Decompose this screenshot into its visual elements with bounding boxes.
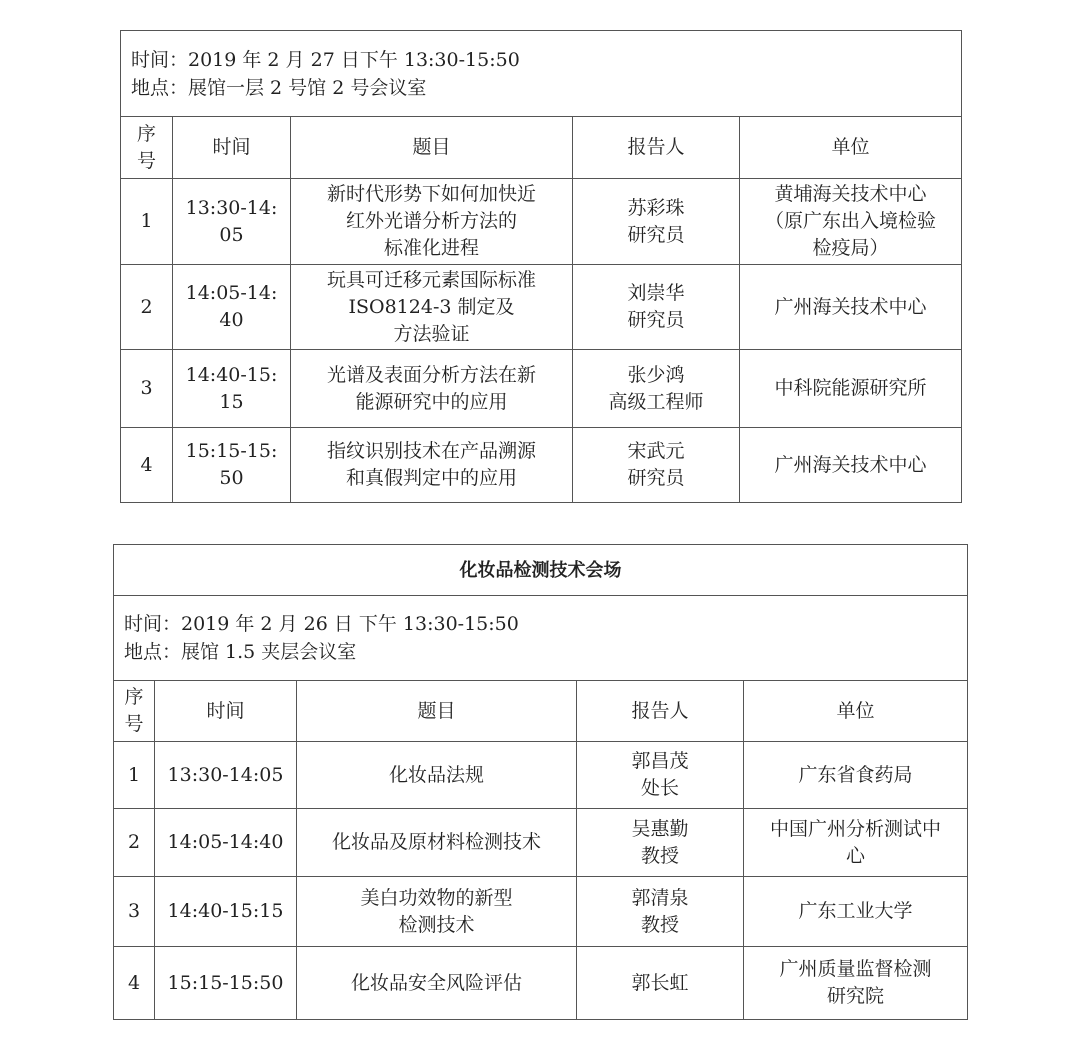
session-info (121, 31, 962, 117)
cell-no: 1 (114, 742, 155, 809)
cell-speaker: 刘崇华 研究员 (573, 265, 740, 350)
cell-no: 1 (121, 179, 173, 265)
header-time: 时间 (155, 681, 297, 742)
cell-time: 13:30-14: 05 (173, 179, 291, 265)
session-time: 时间：2019 年 2 月 27 日下午 13:30-15:50 (131, 48, 520, 71)
cell-topic: 化妆品及原材料检测技术 (297, 809, 577, 877)
header-topic: 题目 (291, 117, 573, 179)
table-row (114, 947, 968, 1020)
cell-topic: 光谱及表面分析方法在新 能源研究中的应用 (291, 350, 573, 428)
cell-unit: 黄埔海关技术中心 （原广东出入境检验 检疫局） (740, 179, 962, 265)
cell-topic: 化妆品安全风险评估 (297, 947, 577, 1020)
cell-time: 14:05-14: 40 (173, 265, 291, 350)
cell-unit: 广州质量监督检测 研究院 (744, 947, 968, 1020)
session-1-table (120, 30, 962, 503)
cell-speaker: 郭昌茂 处长 (577, 742, 744, 809)
cell-unit: 广州海关技术中心 (740, 428, 962, 503)
cell-unit: 广东工业大学 (744, 877, 968, 947)
cell-time: 13:30-14:05 (155, 742, 297, 809)
table-row (121, 428, 962, 503)
cell-topic: 指纹识别技术在产品溯源 和真假判定中的应用 (291, 428, 573, 503)
header-speaker: 报告人 (573, 117, 740, 179)
table-row (121, 179, 962, 265)
cell-time: 15:15-15: 50 (173, 428, 291, 503)
cell-unit: 广州海关技术中心 (740, 265, 962, 350)
table-row (114, 877, 968, 947)
header-speaker: 报告人 (577, 681, 744, 742)
session-place: 地点：展馆一层 2 号馆 2 号会议室 (131, 76, 427, 99)
cell-time: 14:40-15: 15 (173, 350, 291, 428)
session-info (114, 596, 968, 681)
cell-topic: 新时代形势下如何加快近 红外光谱分析方法的 标准化进程 (291, 179, 573, 265)
cell-no: 2 (114, 809, 155, 877)
cell-no: 2 (121, 265, 173, 350)
cell-no: 3 (121, 350, 173, 428)
header-unit: 单位 (740, 117, 962, 179)
cell-unit: 广东省食药局 (744, 742, 968, 809)
cell-time: 15:15-15:50 (155, 947, 297, 1020)
table-row (121, 265, 962, 350)
session-title: 化妆品检测技术会场 (114, 545, 968, 596)
cell-speaker: 吴惠勤 教授 (577, 809, 744, 877)
cell-speaker: 郭长虹 (577, 947, 744, 1020)
cell-topic: 化妆品法规 (297, 742, 577, 809)
cell-time: 14:40-15:15 (155, 877, 297, 947)
header-no: 序 号 (114, 681, 155, 742)
cell-unit: 中国广州分析测试中 心 (744, 809, 968, 877)
table-row (114, 742, 968, 809)
session-2-table (113, 544, 968, 1020)
header-row (114, 681, 968, 742)
cell-no: 4 (121, 428, 173, 503)
cell-time: 14:05-14:40 (155, 809, 297, 877)
table-row (114, 809, 968, 877)
header-topic: 题目 (297, 681, 577, 742)
header-no: 序 号 (121, 117, 173, 179)
header-row (121, 117, 962, 179)
session-time: 时间：2019 年 2 月 26 日 下午 13:30-15:50 (124, 613, 519, 635)
cell-speaker: 张少鸿 高级工程师 (573, 350, 740, 428)
cell-speaker: 宋武元 研究员 (573, 428, 740, 503)
cell-topic: 美白功效物的新型 检测技术 (297, 877, 577, 947)
cell-speaker: 苏彩珠 研究员 (573, 179, 740, 265)
cell-no: 4 (114, 947, 155, 1020)
cell-unit: 中科院能源研究所 (740, 350, 962, 428)
cell-topic: 玩具可迁移元素国际标准 ISO8124-3 制定及 方法验证 (291, 265, 573, 350)
cell-no: 3 (114, 877, 155, 947)
cell-speaker: 郭清泉 教授 (577, 877, 744, 947)
header-unit: 单位 (744, 681, 968, 742)
table-row (121, 350, 962, 428)
header-time: 时间 (173, 117, 291, 179)
session-place: 地点：展馆 1.5 夹层会议室 (124, 641, 357, 663)
